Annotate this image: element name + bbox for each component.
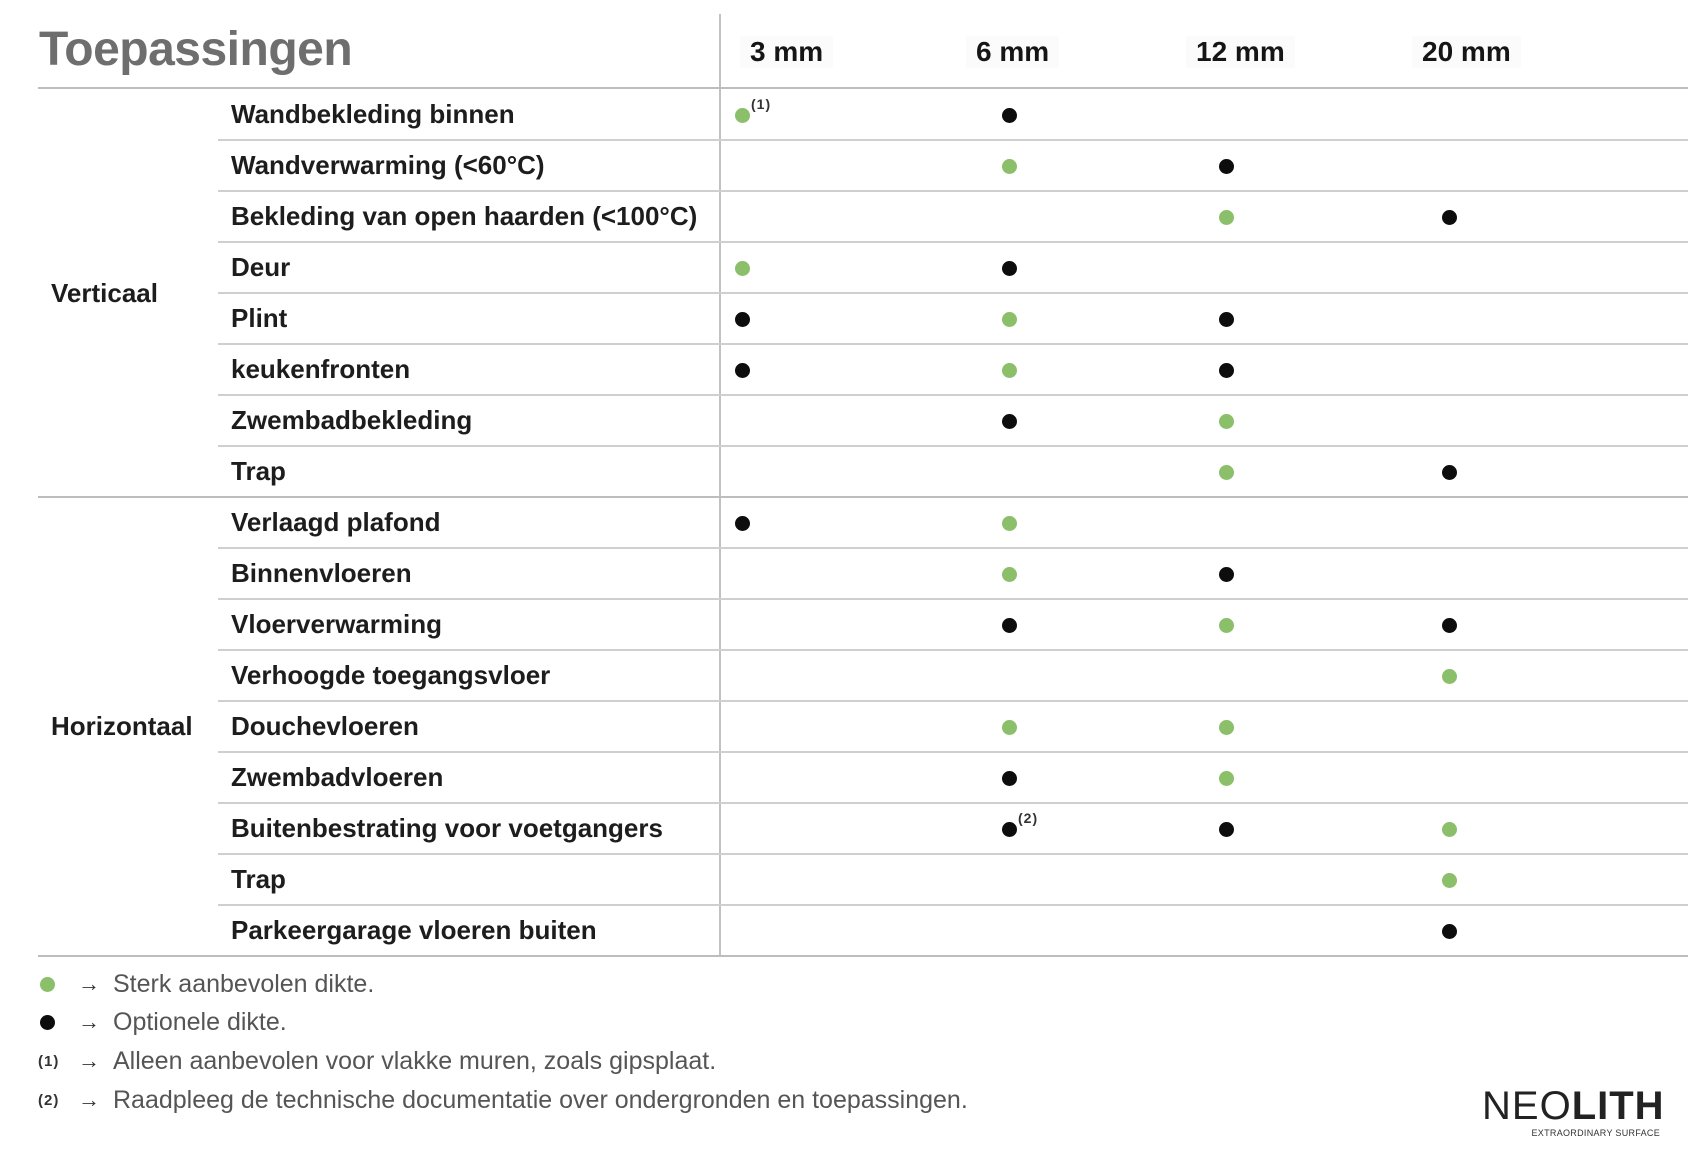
group-label-vertical: Verticaal <box>51 278 158 308</box>
recommended-thickness-dot <box>735 261 750 276</box>
recommended-thickness-dot <box>1002 720 1017 735</box>
optional-thickness-dot <box>1442 465 1457 480</box>
row-divider <box>218 700 1688 702</box>
legend-text: Sterk aanbevolen dikte. <box>113 969 375 998</box>
arrow-icon: → <box>78 1048 100 1073</box>
recommended-thickness-dot <box>1002 567 1017 582</box>
logo-text-bold: LITH <box>1571 1084 1665 1128</box>
optional-thickness-dot <box>735 312 750 327</box>
legend-item <box>38 1044 716 1078</box>
recommended-thickness-dot <box>1002 159 1017 174</box>
footnote-marker: (1) <box>751 95 772 112</box>
recommended-thickness-dot <box>1219 210 1234 225</box>
recommended-thickness-dot <box>735 108 750 123</box>
recommended-thickness-dot <box>1219 771 1234 786</box>
recommended-thickness-dot <box>1219 414 1234 429</box>
row-divider <box>218 343 1688 345</box>
optional-thickness-dot <box>1219 567 1234 582</box>
legend-item <box>38 1083 968 1117</box>
row-label: Buitenbestrating voor voetgangers <box>231 813 663 843</box>
optional-thickness-dot <box>1002 261 1017 276</box>
optional-thickness-dot <box>1002 108 1017 123</box>
footnote-marker: (2) <box>1018 809 1039 826</box>
arrow-icon: → <box>78 1087 100 1112</box>
recommended-thickness-dot <box>1002 516 1017 531</box>
legend-marker <box>38 1015 78 1030</box>
row-label: Trap <box>231 864 286 894</box>
column-header-12mm: 12 mm <box>1186 36 1295 68</box>
recommended-thickness-dot <box>1442 822 1457 837</box>
legend-item <box>38 1005 287 1039</box>
row-label: Binnenvloeren <box>231 558 412 588</box>
row-label: keukenfronten <box>231 354 411 384</box>
optional-thickness-dot <box>1002 822 1017 837</box>
legend-text: Optionele dikte. <box>113 1007 287 1036</box>
recommended-thickness-dot <box>1002 312 1017 327</box>
page-title: Toepassingen <box>39 23 353 76</box>
optional-thickness-dot <box>1442 210 1457 225</box>
logo-text-light: NEO <box>1482 1084 1572 1128</box>
footnote-marker: (1) <box>38 1052 60 1070</box>
recommended-thickness-dot <box>1219 465 1234 480</box>
optional-thickness-dot <box>1219 159 1234 174</box>
logo-tagline: EXTRAORDINARY SURFACE <box>1531 1128 1660 1138</box>
optional-thickness-dot <box>1002 414 1017 429</box>
arrow-icon: → <box>78 971 100 996</box>
neolith-logo <box>1482 1084 1665 1138</box>
row-label: Vloerverwarming <box>231 609 442 639</box>
column-header-6mm: 6 mm <box>966 36 1059 68</box>
optional-thickness-dot <box>735 516 750 531</box>
legend-text: Alleen aanbevolen voor vlakke muren, zoals gipsplaat. <box>113 1046 717 1075</box>
legend-marker <box>38 1092 78 1109</box>
recommended-thickness-dot <box>1219 720 1234 735</box>
optional-thickness-dot <box>1219 312 1234 327</box>
legend-item <box>38 967 374 1001</box>
legend-marker <box>38 1053 78 1070</box>
recommended-thickness-dot <box>1002 363 1017 378</box>
arrow-icon: → <box>78 1009 100 1034</box>
optional-thickness-dot <box>1002 771 1017 786</box>
row-divider <box>218 853 1688 855</box>
recommended-dot-icon <box>40 977 55 992</box>
row-label: Zwembadvloeren <box>231 762 444 792</box>
recommended-thickness-dot <box>1442 669 1457 684</box>
optional-thickness-dot <box>1219 363 1234 378</box>
row-divider <box>218 547 1688 549</box>
row-divider <box>218 241 1688 243</box>
footnote-marker: (2) <box>38 1091 60 1109</box>
row-label: Deur <box>231 252 291 282</box>
row-label: Bekleding van open haarden (<100°C) <box>231 201 698 231</box>
recommended-thickness-dot <box>1442 873 1457 888</box>
row-label: Douchevloeren <box>231 711 419 741</box>
row-label: Parkeergarage vloeren buiten <box>231 915 597 945</box>
row-label: Verlaagd plafond <box>231 507 441 537</box>
recommended-thickness-dot <box>1219 618 1234 633</box>
row-label: Plint <box>231 303 288 333</box>
legend-text: Raadpleeg de technische documentatie over ondergronden en toepassingen. <box>113 1085 968 1114</box>
row-label: Zwembadbekleding <box>231 405 473 435</box>
column-divider <box>719 14 721 955</box>
row-label: Trap <box>231 456 286 486</box>
optional-thickness-dot <box>1442 618 1457 633</box>
row-divider <box>218 292 1688 294</box>
row-label: Wandbekleding binnen <box>231 99 515 129</box>
legend-marker <box>38 977 78 992</box>
optional-thickness-dot <box>1442 924 1457 939</box>
column-header-3mm: 3 mm <box>740 36 833 68</box>
optional-thickness-dot <box>735 363 750 378</box>
column-header-20mm: 20 mm <box>1412 36 1521 68</box>
optional-thickness-dot <box>1219 822 1234 837</box>
group-divider <box>38 955 1688 957</box>
row-label: Verhoogde toegangsvloer <box>231 660 551 690</box>
row-label: Wandverwarming (<60°C) <box>231 150 545 180</box>
row-divider <box>218 445 1688 447</box>
optional-thickness-dot <box>1002 618 1017 633</box>
optional-dot-icon <box>40 1015 55 1030</box>
group-label-horizontal: Horizontaal <box>51 711 193 741</box>
